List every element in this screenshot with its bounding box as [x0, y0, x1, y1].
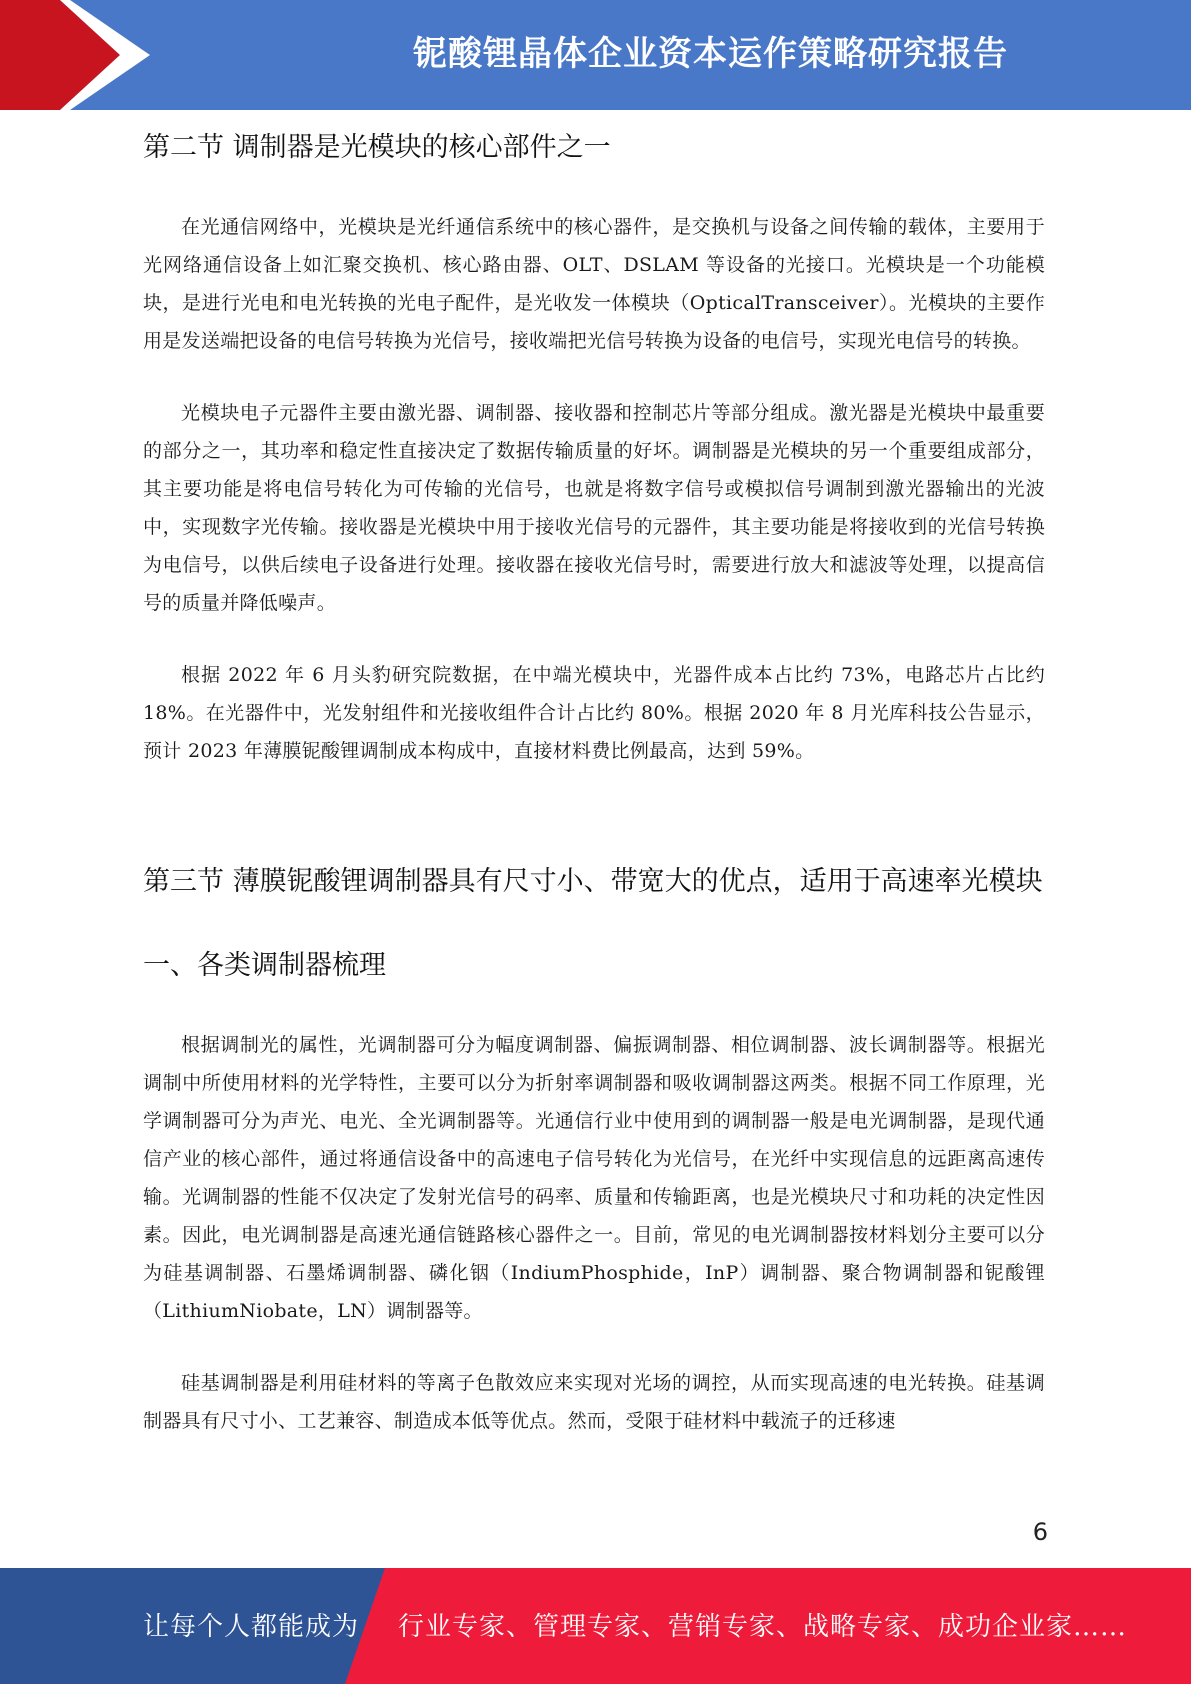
paragraph-cost-data: 根据 2022 年 6 月头豹研究院数据，在中端光模块中，光器件成本占比约 73%，电路芯片占比约 18%。在光器件中，光发射组件和光接收组件合计占比约 80%。根据 2020 年 8 月光库科技公告显示，预计 2023 年薄膜铌酸锂调制成本构成中，直接材料费比例最高，达到 59%。 — [143, 664, 1045, 762]
page-content — [143, 118, 1045, 1440]
paragraph-optical-module: 在光通信网络中，光模块是光纤通信系统中的核心器件，是交换机与设备之间传输的载体，主要用于光网络通信设备上如汇聚交换机、核心路由器、OLT、DSLAM 等设备的光接口。光模块是一个功能模块，是进行光电和电光转换的光电子配件，是光收发一体模块（OpticalTransceiver）。光模块的主要作用是发送端把设备的电信号转换为光信号，接收端把光信号转换为设备的电信号，实现光电信号的转换。 — [143, 216, 1045, 352]
footer-slogan-right: 行业专家、管理专家、营销专家、战略专家、成功企业家…… — [398, 1612, 1128, 1642]
section-heading-3: 第三节 薄膜铌酸锂调制器具有尺寸小、带宽大的优点，适用于高速率光模块 — [143, 866, 1043, 897]
paragraph-silicon-modulator: 硅基调制器是利用硅材料的等离子色散效应来实现对光场的调控，从而实现高速的电光转换。硅基调制器具有尺寸小、工艺兼容、制造成本低等优点。然而，受限于硅材料中载流子的迁移速 — [143, 1372, 1045, 1432]
footer-band — [0, 1568, 1191, 1684]
header-band — [0, 0, 1191, 110]
footer-slogan-left: 让每个人都能成为 — [143, 1612, 360, 1642]
section-heading-2: 第二节 调制器是光模块的核心部件之一 — [143, 132, 611, 163]
page-number: 6 — [1032, 1518, 1048, 1546]
paragraph-modulator-types: 根据调制光的属性，光调制器可分为幅度调制器、偏振调制器、相位调制器、波长调制器等。根据光调制中所使用材料的光学特性，主要可以分为折射率调制器和吸收调制器这两类。根据不同工作原理，光学调制器可分为声光、电光、全光调制器等。光通信行业中使用到的调制器一般是电光调制器，是现代通信产业的核心部件，通过将通信设备中的高速电子信号转化为光信号，在光纤中实现信息的远距离高速传输。光调制器的性能不仅决定了发射光信号的码率、质量和传输距离，也是光模块尺寸和功耗的决定性因素。因此，电光调制器是高速光通信链路核心器件之一。目前，常见的电光调制器按材料划分主要可以分为硅基调制器、石墨烯调制器、磷化铟（IndiumPhosphide，InP）调制器、聚合物调制器和铌酸锂（LithiumNiobate，LN）调制器等。 — [143, 1034, 1045, 1322]
header-arrow-decoration — [0, 0, 150, 110]
subsection-heading-1: 一、各类调制器梳理 — [143, 950, 386, 981]
paragraph-components: 光模块电子元器件主要由激光器、调制器、接收器和控制芯片等部分组成。激光器是光模块中最重要的部分之一，其功率和稳定性直接决定了数据传输质量的好坏。调制器是光模块的另一个重要组成部分，其主要功能是将电信号转化为可传输的光信号，也就是将数字信号或模拟信号调制到激光器输出的光波中，实现数字光传输。接收器是光模块中用于接收光信号的元器件，其主要功能是将接收到的光信号转换为电信号，以供后续电子设备进行处理。接收器在接收光信号时，需要进行放大和滤波等处理，以提高信号的质量并降低噪声。 — [143, 402, 1045, 614]
report-title: 铌酸锂晶体企业资本运作策略研究报告 — [413, 34, 1008, 74]
